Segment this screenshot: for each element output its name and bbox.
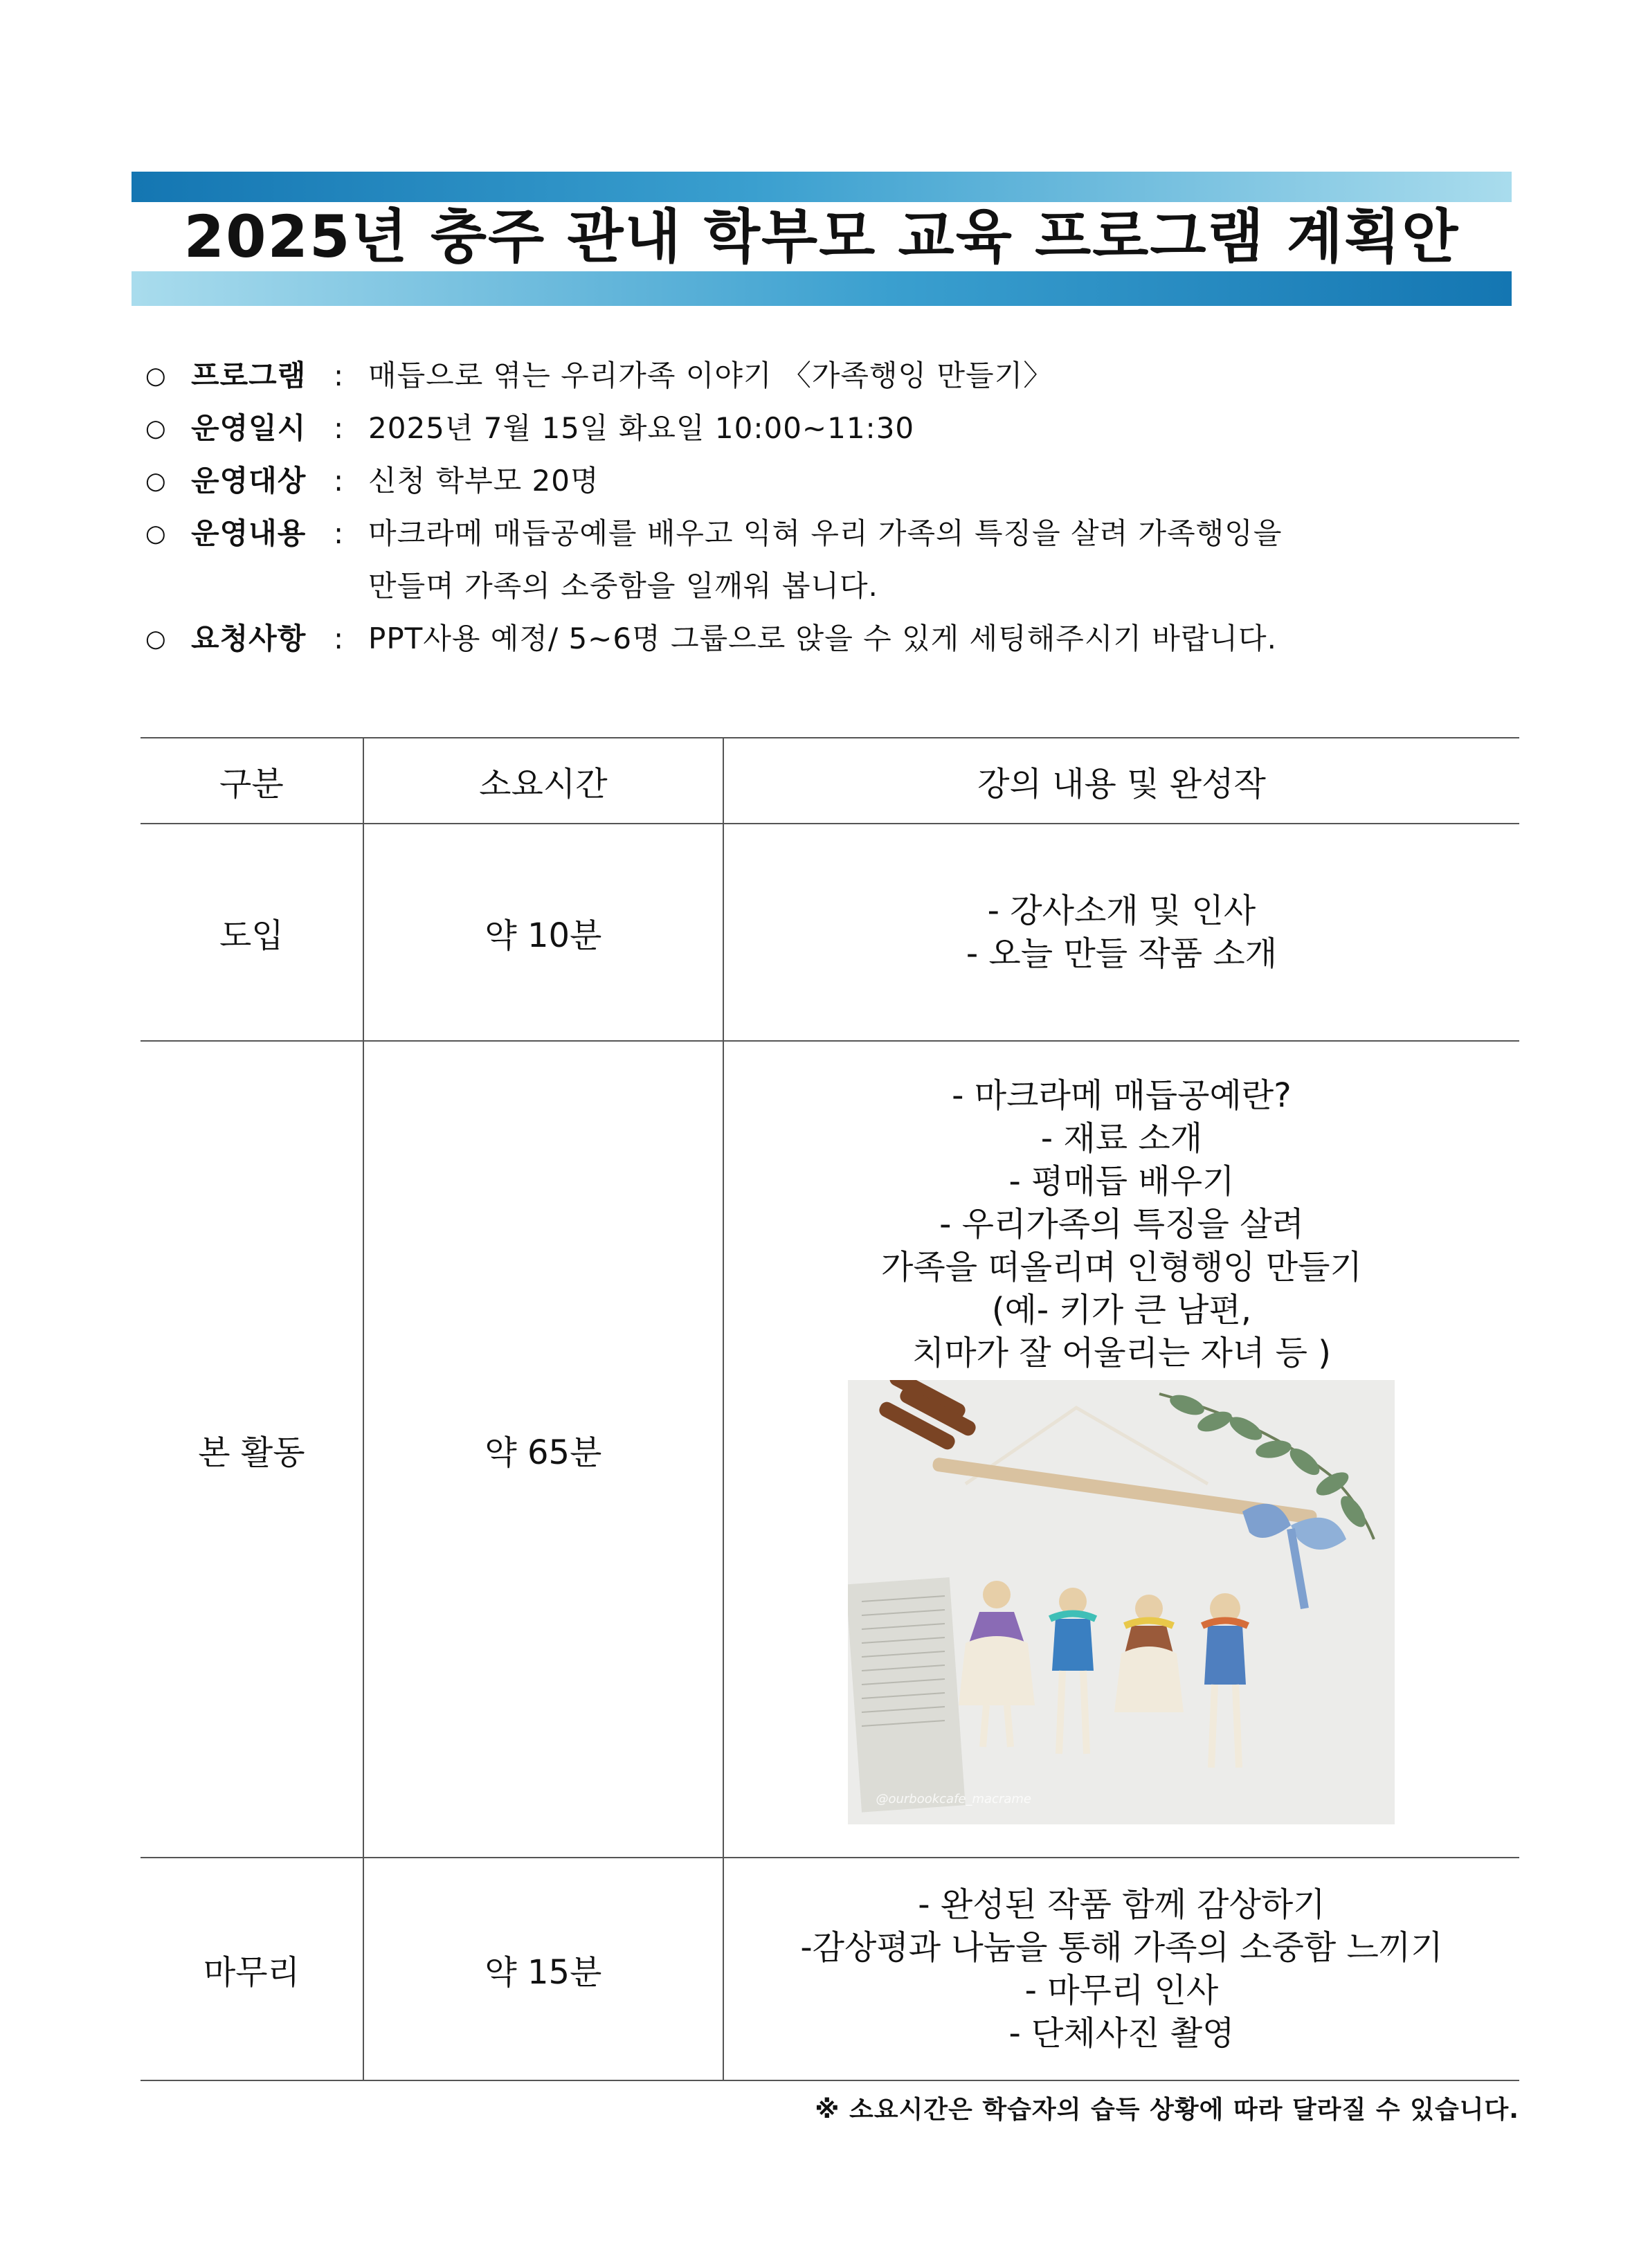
duration-cell: 약 65분 — [363, 1041, 723, 1858]
schedule-table — [141, 737, 1519, 2081]
section-cell: 마무리 — [141, 1858, 363, 2080]
info-colon: : — [334, 622, 345, 655]
info-row-content — [145, 507, 1530, 613]
table-row-closing — [141, 1858, 1519, 2080]
info-row-schedule — [145, 402, 1530, 455]
bullet-icon: ○ — [145, 520, 167, 547]
content-cell — [723, 1858, 1519, 2080]
bullet-icon: ○ — [145, 362, 167, 390]
table-row-main-activity — [141, 1041, 1519, 1858]
bullet-icon: ○ — [145, 415, 167, 442]
info-colon: : — [334, 464, 345, 498]
program-info — [145, 350, 1530, 665]
content-line: 치마가 잘 어울리는 자녀 등 ) — [912, 1334, 1331, 1372]
content-line: (예- 키가 큰 남편, — [991, 1291, 1252, 1330]
info-label: 운영일시 — [191, 411, 307, 445]
info-label: 운영내용 — [191, 516, 307, 550]
photo-watermark: @ourbookcafe_macrame — [876, 1792, 1031, 1806]
macrame-hanging-photo — [848, 1380, 1395, 1824]
info-value: 신청 학부모 20명 — [368, 464, 599, 498]
content-line: -감상평과 나눔을 통해 가족의 소중함 느끼기 — [800, 1928, 1443, 1967]
section-cell: 본 활동 — [141, 1041, 363, 1858]
title-band-top — [132, 172, 1512, 202]
info-colon: : — [334, 411, 345, 445]
bullet-icon: ○ — [145, 625, 167, 653]
content-cell — [723, 824, 1519, 1041]
info-colon: : — [334, 516, 345, 550]
info-value-continued: 만들며 가족의 소중함을 일깨워 봅니다. — [368, 569, 878, 603]
info-row-target — [145, 455, 1530, 507]
bullet-icon: ○ — [145, 467, 167, 495]
info-row-request — [145, 613, 1530, 665]
info-colon: : — [334, 359, 345, 392]
content-line: - 평매듭 배우기 — [1008, 1162, 1235, 1201]
content-line: - 완성된 작품 함께 감상하기 — [918, 1885, 1325, 1924]
macrame-photo-illustration — [848, 1380, 1395, 1824]
header-section: 구분 — [141, 738, 363, 824]
duration-cell: 약 10분 — [363, 824, 723, 1041]
content-line: - 마크라메 매듭공예란? — [952, 1076, 1292, 1115]
info-value: 마크라메 매듭공예를 배우고 익혀 우리 가족의 특징을 살려 가족행잉을 — [368, 516, 1283, 550]
info-label: 운영대상 — [191, 464, 307, 498]
content-line: - 재료 소개 — [1040, 1119, 1203, 1158]
section-cell: 도입 — [141, 824, 363, 1041]
info-value: PPT사용 예정/ 5~6명 그룹으로 앉을 수 있게 세팅해주시기 바랍니다. — [368, 622, 1277, 655]
info-label: 프로그램 — [191, 359, 307, 392]
content-line: - 강사소개 및 인사 — [987, 891, 1256, 930]
info-row-program — [145, 350, 1530, 402]
content-line: - 우리가족의 특징을 살려 — [939, 1205, 1304, 1244]
duration-cell: 약 15분 — [363, 1858, 723, 2080]
content-line: - 마무리 인사 — [1024, 1971, 1219, 2010]
footnote: ※ 소요시간은 학습자의 습득 상황에 따라 달라질 수 있습니다. — [815, 2096, 1519, 2124]
content-cell — [723, 1041, 1519, 1858]
table-row-intro — [141, 824, 1519, 1041]
info-value: 매듭으로 엮는 우리가족 이야기 〈가족행잉 만들기〉 — [368, 359, 1053, 392]
content-line: - 단체사진 촬영 — [1008, 2014, 1235, 2053]
header-duration: 소요시간 — [363, 738, 723, 824]
content-line: 가족을 떠올리며 인형행잉 만들기 — [880, 1248, 1362, 1287]
header-content: 강의 내용 및 완성작 — [723, 738, 1519, 824]
title-band-bottom — [132, 271, 1512, 306]
info-value: 2025년 7월 15일 화요일 10:00~11:30 — [368, 411, 915, 445]
info-label: 요청사항 — [191, 622, 307, 655]
table-header-row — [141, 738, 1519, 824]
page-title: 2025년 충주 관내 학부모 교육 프로그램 계획안 — [183, 203, 1460, 271]
content-line: - 오늘 만들 작품 소개 — [966, 934, 1278, 973]
